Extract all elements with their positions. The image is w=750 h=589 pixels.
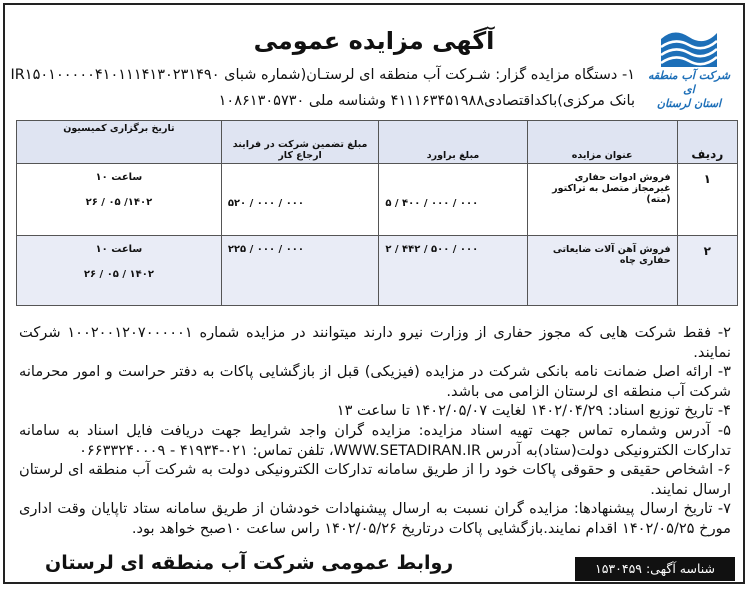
header-estimate: مبلغ براورد	[379, 121, 527, 164]
row-guarantee: ۰۰۰ / ۰۰۰ / ۵۲۰	[227, 198, 304, 209]
row-idx: ۱	[677, 164, 737, 236]
row-guarantee: ۰۰۰ / ۰۰۰ / ۲۲۵	[227, 243, 304, 255]
row-date-cell	[17, 235, 222, 305]
row-date-cell	[17, 164, 222, 236]
table-row	[17, 164, 738, 236]
header-line-2: بانک مرکزی)باکداقتصادی۴۱۱۱۶۳۴۵۱۹۸۸ وشناسه ملی ۱۰۸۶۱۳۰۵۷۳۰	[218, 93, 635, 109]
header-idx: ردیف	[677, 121, 737, 164]
table-header-row	[17, 121, 738, 164]
paragraph-4: ۴- تاریخ توزیع اسناد: ۱۴۰۲/۰۴/۲۹ لغایت ۱۴۰۲/۰۵/۰۷ تا ساعت ۱۳	[336, 402, 731, 420]
row-guarantee-cell	[221, 235, 379, 305]
header-guarantee: مبلغ تضمین شرکت در فرایند ارجاع کار	[221, 121, 379, 164]
header-line-1: ۱- دستگاه مزایده گزار: شـرکت آب منطقه ای لرستـان(شماره شبای IR۱۵۰۱۰۰۰۰۰۴۱۰۱۱۱۴۱۳۰۲۳۱۴۹۰	[10, 67, 635, 83]
row-day: ۱۴۰۲/ ۰۵ / ۲۶	[85, 197, 153, 208]
paragraph-3: ۳- ارائه اصل ضمانت نامه بانکی شرکت در مزایده (فیزیکی) قبل از بازگشایی پاکات به دفتر حراست و امور محرمانه شرکت آب منطقه ای لرستان الزامی می باشد.	[19, 363, 731, 400]
row-time: ساعت ۱۰	[95, 172, 143, 183]
row-day: ۱۴۰۲ / ۰۵ / ۲۶	[83, 268, 154, 280]
logo-line1: شرکت آب منطقه ای	[647, 69, 731, 96]
auction-table	[16, 120, 738, 306]
logo-line2: استان لرستان	[656, 97, 722, 110]
ad-id-badge: شناسه آگهی: ۱۵۳۰۴۵۹	[575, 557, 735, 581]
row-time: ساعت ۱۰	[95, 243, 143, 255]
row-estimate: ۰۰۰ / ۵۰۰ / ۴۴۲ / ۲	[385, 243, 479, 255]
header-date: تاریخ برگزاری کمیسیون	[17, 121, 222, 164]
row-title: فروش آهن آلات ضایعاتی حفاری چاه	[527, 235, 677, 305]
row-estimate: ۰۰۰ / ۰۰۰ / ۴۰۰ / ۵	[385, 198, 479, 209]
row-estimate-cell	[379, 164, 527, 236]
row-title: فروش ادوات حفاری غیرمجاز متصل به تراکتور (مته)	[527, 164, 677, 236]
paragraph-7: ۷- تاریخ ارسال پیشنهادها: مزایده گران نسبت به ارسال پیشنهادات خودشان از طریق سامانه ستاد تاپایان وقت اداری مورخ ۱۴۰۲/۰۵/۲۵ اقدام نمایند.بازگشایی پاکات درتاریخ ۱۴۰۲/۰۵/۲۶ راس ساعت ۱۰صبح خواهد بود.	[19, 500, 731, 537]
table-row	[17, 235, 738, 305]
paragraph-2: ۲- فقط شرکت هایی که مجوز حفاری از وزارت نیرو دارند میتوانند در مزایده شماره ۱۰۰۲۰۰۱۲۰۷۰۰۰۰۰۱ شرکت نمایند.	[19, 324, 731, 361]
header-title: عنوان مزایده	[527, 121, 677, 164]
row-idx: ۲	[677, 235, 737, 305]
notice-frame	[3, 3, 745, 584]
row-estimate-cell	[379, 235, 527, 305]
page-title: آگهی مزایده عمومی	[253, 27, 495, 55]
notice-body	[19, 323, 731, 539]
footer-signature: روابط عمومی شرکت آب منطقه ای لرستان	[45, 552, 454, 574]
row-guarantee-cell	[221, 164, 379, 236]
paragraph-5: ۵- آدرس وشماره تماس جهت تهیه اسناد مزایده: مزایده گران واجد شرایط جهت دریافت فایل اسناد به سامانه تدارکات الکترونیکی دولت(ستاد)به آدرس WWW.SETADIRAN.IR، تلفن تماس: ۰۲۱-۴۱۹۳۴ - ۰۶۶۳۳۲۴۰۰۰۹	[19, 421, 731, 459]
paragraph-6: ۶- اشخاص حقیقی و حقوقی پاکات خود را از طریق سامانه تدارکات الکترونیکی دولت به شرکت آب منطقه ای لرستان ارسال نمایند.	[19, 461, 731, 498]
